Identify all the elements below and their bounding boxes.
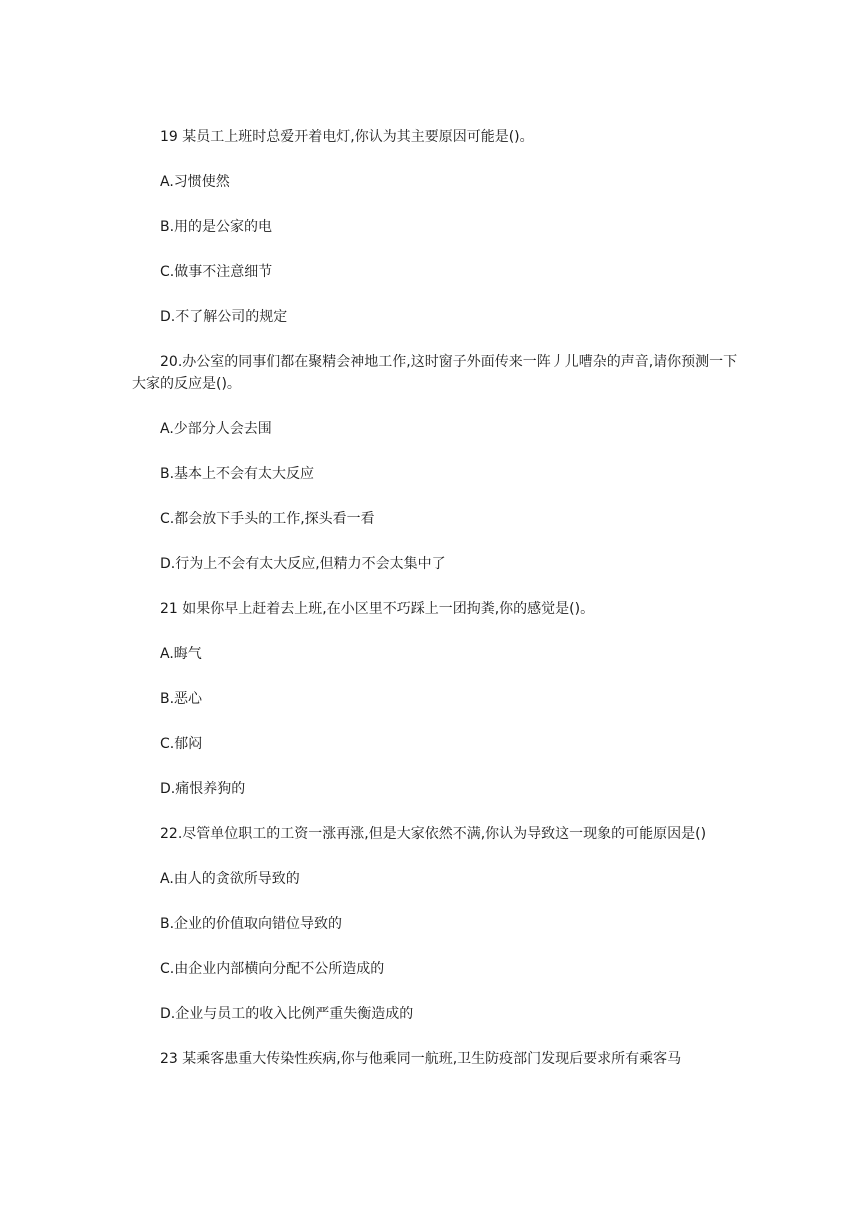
question-21-text: 21 如果你早上赶着去上班,在小区里不巧踩上一团拘粪,你的感觉是()。 xyxy=(160,601,595,617)
question-19-option-c: C.做事不注意细节 xyxy=(160,264,273,280)
question-22-option-a: A.由人的贪欲所导致的 xyxy=(160,871,300,887)
question-20-text: 20.办公室的同事们都在聚精会神地工作,这时窗子外面传来一阵丿儿嘈杂的声音,请你预测一下大家的反应是()。 xyxy=(132,354,738,392)
question-22-option-c: C.由企业内部横向分配不公所造成的 xyxy=(160,961,385,977)
document-body xyxy=(132,126,742,1070)
question-20-option-c: C.都会放下手头的工作,探头看一看 xyxy=(160,511,375,527)
question-19-text: 19 某员工上班时总爱开着电灯,你认为其主要原因可能是()。 xyxy=(160,129,534,145)
question-21-option-c: C.郁闷 xyxy=(160,736,203,752)
question-22-text: 22.尽管单位职工的工资一涨再涨,但是大家依然不满,你认为导致这一现象的可能原因是() xyxy=(160,826,707,842)
question-20-option-d: D.行为上不会有太大反应,但精力不会太集中了 xyxy=(160,556,446,572)
question-21-option-d: D.痛恨养狗的 xyxy=(160,781,246,797)
question-19-option-d: D.不了解公司的规定 xyxy=(160,309,288,325)
question-19-option-b: B.用的是公家的电 xyxy=(160,219,273,235)
question-21-option-b: B.恶心 xyxy=(160,691,203,707)
question-22-option-d: D.企业与员工的收入比例严重失衡造成的 xyxy=(160,1006,414,1022)
question-20-option-a: A.少部分人会去围 xyxy=(160,421,272,437)
question-22-option-b: B.企业的价值取向错位导致的 xyxy=(160,916,343,932)
question-21-option-a: A.晦气 xyxy=(160,646,202,662)
question-19-option-a: A.习惯使然 xyxy=(160,174,230,190)
question-23-text: 23 某乘客患重大传染性疾病,你与他乘同一航班,卫生防疫部门发现后要求所有乘客马 xyxy=(160,1051,682,1067)
question-20-option-b: B.基本上不会有太大反应 xyxy=(160,466,315,482)
